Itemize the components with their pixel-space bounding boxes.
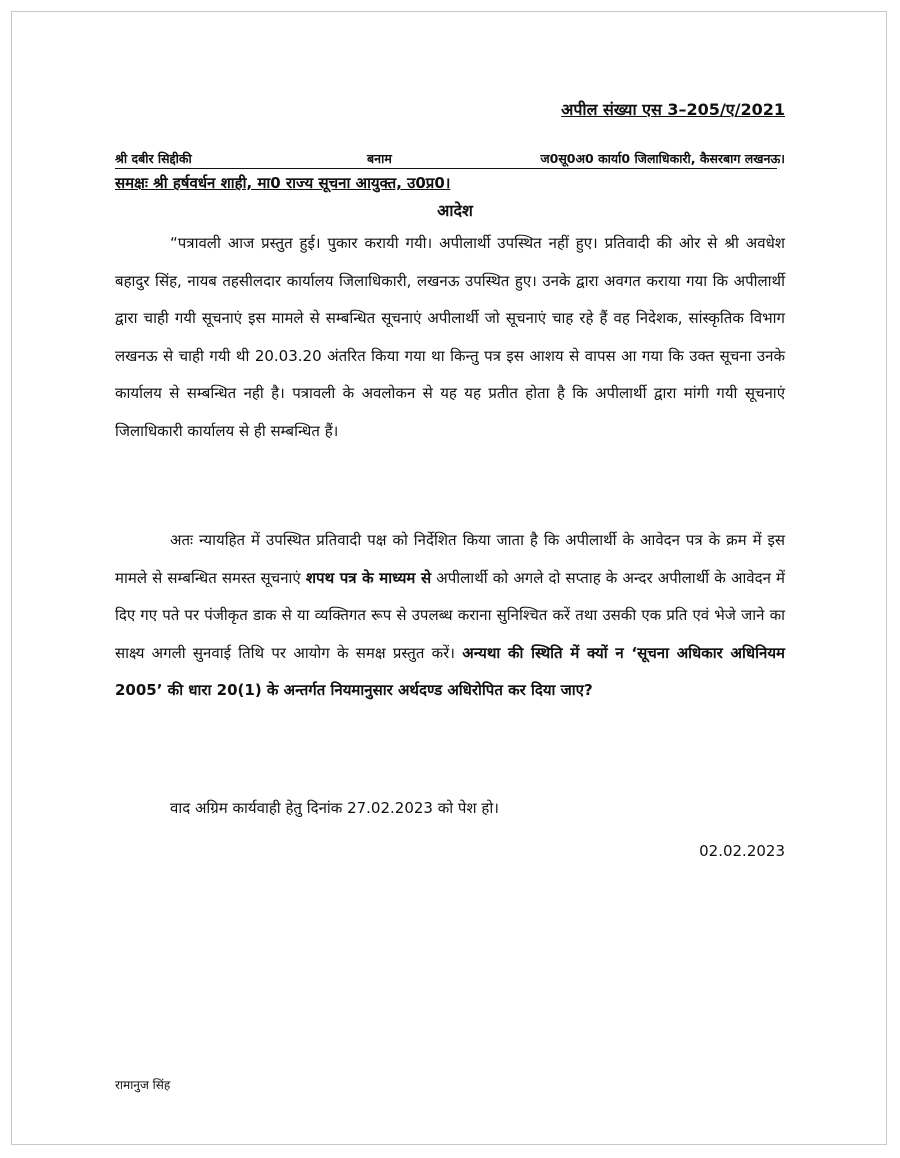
- paragraph-next-hearing: वाद अग्रिम कार्यवाही हेतु दिनांक 27.02.2023 को पेश हो।: [170, 799, 499, 817]
- direction-text-2: अपीलार्थी को अगले दो सप्ताह के अन्दर अपीलार्थी के आवेदन में दिए गए पते पर पंजीकृत डाक से या व्यक्तिगत रूप से उपलब्ध कराना सुनिश्चित करें तथा उसकी एक प्रति एवं भेजे जाने का साक्ष्य अगली सुनवाई तिथि पर आयोग के समक्ष प्रस्तुत करें।: [115, 568, 786, 662]
- parties-line: [115, 150, 785, 169]
- respondent-name: ज0सू0अ0 कार्या0 जिलाधिकारी, कैसरबाग लखनऊ।: [540, 151, 785, 166]
- appellant-name: श्री दबीर सिद्दीकी: [115, 151, 192, 166]
- direction-text-1: अतः न्यायहित में उपस्थित प्रतिवादी पक्ष को निर्देशित किया जाता है कि अपीलार्थी के आवेदन पत्र के क्रम में इस मामले से सम्बन्धित समस्त सूचनाएं: [115, 531, 785, 587]
- order-date: 02.02.2023: [699, 842, 785, 860]
- direction-bold-penalty: अन्यथा की स्थिति में क्यों न ‘सूचना अधिकार अधिनियम 2005’ की धारा 20(1) के अन्तर्गत नियमानुसार अर्थदण्ड अधिरोपित कर दिया जाए?: [115, 643, 785, 699]
- appeal-number: अपील संख्या एस 3–205/ए/2021: [561, 100, 785, 119]
- paragraph-proceedings: “पत्रावली आज प्रस्तुत हुई। पुकार करायी गयी। अपीलार्थी उपस्थित नहीं हुए। प्रतिवादी की ओर से श्री अवधेश बहादुर सिंह, नायब तहसीलदार कार्यालय जिलाधिकारी, लखनऊ उपस्थित हुए। उनके द्वारा अवगत कराया गया कि अपीलार्थी द्वारा चाही गयी सूचनाएं इस मामले से सम्बन्धित सूचनाएं अपीलार्थी जो सूचनाएं चाह रहे हैं वह निदेशक, सांस्कृतिक विभाग लखनऊ से चाही गयी थी 20.03.20 अंतरित किया गया था किन्तु पत्र इस आशय से वापस आ गया कि उक्त सूचना उनके कार्यालय से सम्बन्धित नही है। पत्रावली के अवलोकन से यह यह प्रतीत होता है कि अपीलार्थी द्वारा मांगी गयी सूचनाएं जिलाधिकारी कार्यालय से ही सम्बन्धित हैं।: [115, 234, 785, 440]
- paragraph-direction: [115, 522, 785, 710]
- signatory-name: रामानुज सिंह: [115, 1078, 171, 1092]
- order-title: आदेश: [437, 201, 473, 220]
- before-commissioner: समक्षः श्री हर्षवर्धन शाही, मा0 राज्य सूचना आयुक्त, उ0प्र0।: [115, 174, 451, 192]
- direction-bold-affidavit: शपथ पत्र के माध्यम से: [305, 568, 432, 587]
- versus-label: बनाम: [367, 151, 392, 166]
- order-title-wrap: [0, 199, 900, 221]
